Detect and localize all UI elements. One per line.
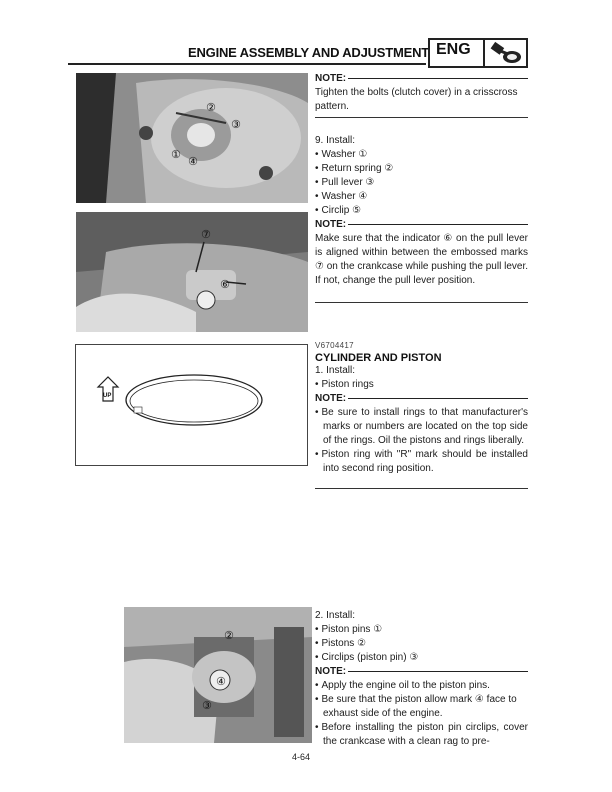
part-item: • Washer ① (315, 148, 528, 162)
note-label: NOTE: (315, 665, 347, 677)
clutch-cover-photo (76, 73, 308, 203)
note-header (315, 72, 528, 84)
photo3-callout-3: ③ (202, 700, 212, 712)
part-item: • Return spring ② (315, 162, 528, 176)
photo1-callout-1: ① (171, 149, 181, 161)
note-header (315, 392, 528, 404)
note-end-rule (315, 117, 528, 118)
note-item: • Apply the engine oil to the piston pins. (315, 679, 528, 693)
section-badge-label: ENG (436, 41, 471, 58)
step-heading: 9. Install: (315, 135, 356, 146)
note-block-1 (315, 72, 528, 114)
note-header (315, 218, 528, 230)
part-item: • Pistons ② (315, 637, 528, 651)
photo3-callout-4: ④ (216, 676, 226, 688)
piston-ring-outer (126, 375, 262, 425)
note-header (315, 665, 528, 677)
part-item: • Washer ④ (315, 190, 528, 204)
note-end-rule (315, 302, 528, 303)
step-heading: 1. Install: (315, 365, 356, 376)
engine-icon (488, 40, 526, 66)
note-item: • Be sure that the piston allow mark ④ face to exhaust side of the engine. (315, 693, 528, 721)
cylinder-piston-section (315, 341, 528, 476)
piston-ring-inner (130, 380, 258, 422)
note-end-rule (315, 488, 528, 489)
note-label: NOTE: (315, 218, 347, 230)
step-heading: 2. Install: (315, 610, 356, 621)
part-item: • Circlips (piston pin) ③ (315, 651, 528, 665)
photo1-callout-3: ③ (231, 119, 241, 131)
note-label: NOTE: (315, 72, 347, 84)
note-text: Make sure that the indicator ⑥ on the pull lever is aligned within between the embossed marks ⑦ on the crankcase while pushing the pull lever. If not, change the pull lever position. (315, 233, 528, 286)
photo2-callout-7: ⑦ (201, 229, 211, 241)
photo1-callout-4: ④ (188, 156, 198, 168)
part-item: • Piston rings (315, 378, 528, 392)
part-item: • Circlip ⑤ (315, 204, 528, 218)
note-item: • Before installing the piston pin circlips, cover the crankcase with a clean rag to pre- (315, 721, 528, 749)
part-item: • Piston pins ① (315, 623, 528, 637)
header-rule (68, 63, 426, 65)
install-step-2 (315, 609, 528, 749)
section-heading: CYLINDER AND PISTON (315, 352, 442, 364)
part-item: • Pull lever ③ (315, 176, 528, 190)
pull-lever-photo (76, 212, 308, 332)
note-item: • Be sure to install rings to that manufacturer's marks or numbers are located on the top side of the rings. Oil the pistons and rings liberally. (315, 406, 528, 448)
piston-ring-figure (75, 344, 308, 466)
badge-divider (483, 38, 485, 68)
piston-install-photo (124, 607, 312, 743)
page-number: 4-64 (292, 752, 311, 762)
ring-gap (134, 407, 142, 413)
reference-code: V6704417 (315, 341, 354, 350)
photo1-callout-2: ② (206, 102, 216, 114)
page-section-title: ENGINE ASSEMBLY AND ADJUSTMENT (188, 45, 430, 60)
up-label: UP (103, 393, 112, 399)
note-item: • Piston ring with "R" mark should be installed into second ring position. (315, 448, 528, 476)
photo3-callout-2: ② (224, 630, 234, 642)
install-step-9 (315, 134, 528, 288)
photo2-callout-6: ⑥ (220, 279, 230, 291)
note-text: Tighten the bolts (clutch cover) in a crisscross pattern. (315, 87, 518, 112)
note-label: NOTE: (315, 392, 347, 404)
